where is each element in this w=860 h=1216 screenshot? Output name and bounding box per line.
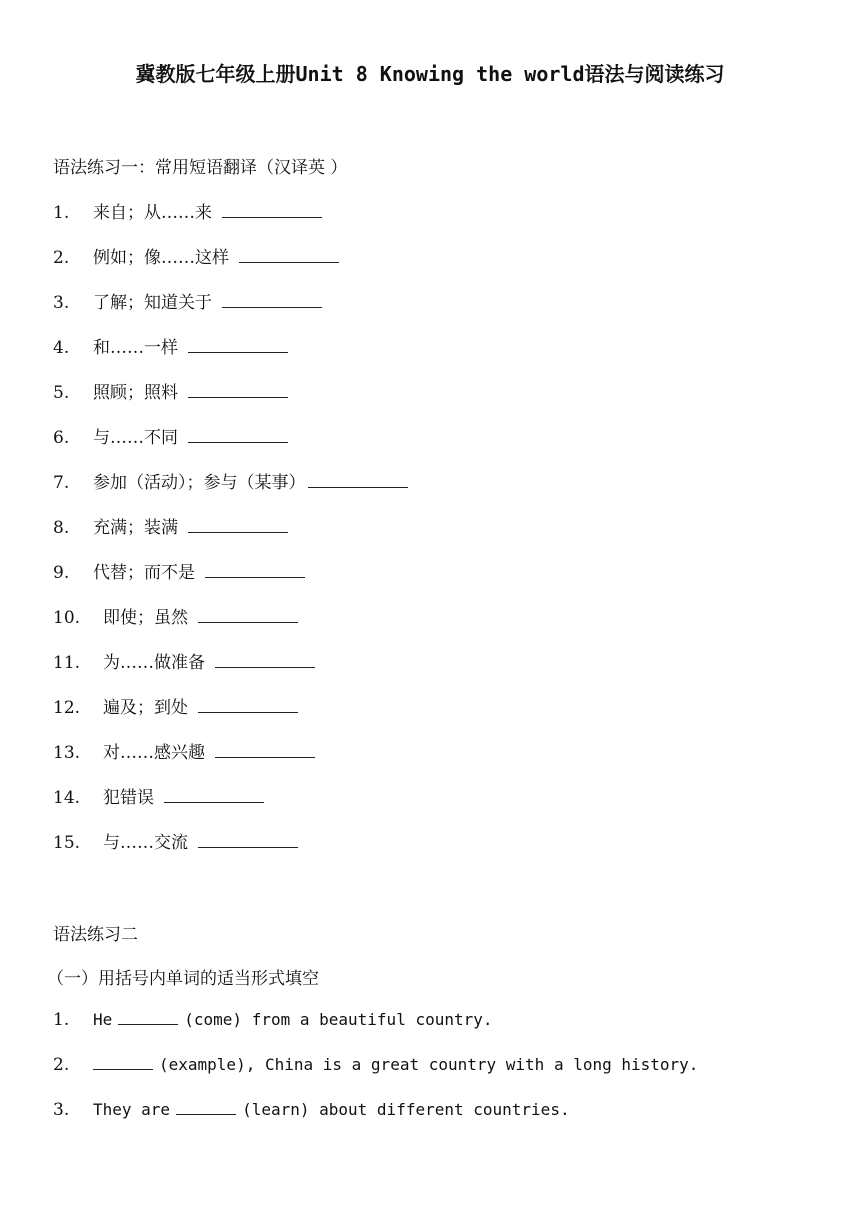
answer-blank[interactable] [215, 741, 315, 758]
item-number: 3. [53, 293, 70, 313]
answer-blank[interactable] [222, 201, 322, 218]
item-text: 与……交流 [103, 833, 188, 853]
answer-blank[interactable] [205, 561, 305, 578]
item-number: 7. [53, 473, 70, 493]
list-item [53, 378, 288, 406]
item-number: 1. [53, 1010, 70, 1030]
item-text: 代替；而不是 [93, 563, 195, 583]
list-item [53, 1100, 570, 1120]
item-number: 9. [53, 563, 70, 583]
list-item [53, 603, 298, 631]
answer-blank[interactable] [93, 1055, 153, 1070]
answer-blank[interactable] [198, 831, 298, 848]
list-item [53, 648, 315, 676]
list-item [53, 828, 298, 856]
list-item [53, 423, 288, 451]
list-item [53, 288, 322, 316]
item-text: 遍及；到处 [103, 698, 188, 718]
answer-blank[interactable] [198, 696, 298, 713]
list-item [53, 198, 322, 226]
item-text: 对……感兴趣 [103, 743, 205, 763]
section2-heading: 语法练习二 [53, 925, 138, 945]
sentence-after: (come) from a beautiful country. [184, 1010, 493, 1029]
list-item [53, 1055, 698, 1075]
list-item [53, 468, 408, 496]
list-item [53, 243, 339, 271]
answer-blank[interactable] [308, 471, 408, 488]
item-number: 13. [53, 743, 81, 763]
item-number: 14. [53, 788, 81, 808]
page-title: 冀教版七年级上册Unit 8 Knowing the world语法与阅读练习 [135, 62, 725, 86]
list-item [53, 1010, 493, 1030]
item-text: 和……一样 [93, 338, 178, 358]
item-text: 充满；装满 [93, 518, 178, 538]
item-number: 5. [53, 383, 70, 403]
item-text: 为……做准备 [103, 653, 205, 673]
item-text: 来自；从……来 [93, 203, 212, 223]
answer-blank[interactable] [239, 246, 339, 263]
list-item [53, 693, 298, 721]
list-item [53, 783, 264, 811]
item-number: 10. [53, 608, 81, 628]
sentence-before: They are [93, 1100, 171, 1119]
answer-blank[interactable] [164, 786, 264, 803]
item-text: 了解；知道关于 [93, 293, 212, 313]
item-number: 6. [53, 428, 70, 448]
item-text: 例如；像……这样 [93, 248, 229, 268]
item-text: 参加（活动）；参与（某事） [93, 473, 306, 493]
item-number: 2. [53, 248, 70, 268]
item-number: 2. [53, 1055, 70, 1075]
list-item [53, 513, 288, 541]
answer-blank[interactable] [188, 516, 288, 533]
answer-blank[interactable] [176, 1100, 236, 1115]
item-number: 11. [53, 653, 81, 673]
answer-blank[interactable] [222, 291, 322, 308]
item-text: 犯错误 [103, 788, 154, 808]
sentence-after: (example), China is a great country with a long history. [159, 1055, 699, 1074]
answer-blank[interactable] [188, 381, 288, 398]
item-number: 1. [53, 203, 70, 223]
answer-blank[interactable] [118, 1010, 178, 1025]
sentence-before: He [93, 1010, 113, 1029]
section1-heading: 语法练习一：常用短语翻译（汉译英 ） [53, 158, 348, 178]
item-number: 8. [53, 518, 70, 538]
answer-blank[interactable] [215, 651, 315, 668]
item-text: 即使；虽然 [103, 608, 188, 628]
item-number: 4. [53, 338, 70, 358]
sentence-after: (learn) about different countries. [242, 1100, 570, 1119]
item-number: 15. [53, 833, 81, 853]
list-item [53, 738, 315, 766]
list-item [53, 333, 288, 361]
item-number: 3. [53, 1100, 70, 1120]
item-text: 照顾；照料 [93, 383, 178, 403]
answer-blank[interactable] [198, 606, 298, 623]
list-item [53, 558, 305, 586]
answer-blank[interactable] [188, 336, 288, 353]
item-number: 12. [53, 698, 81, 718]
item-text: 与……不同 [93, 428, 178, 448]
section2-subheading: （一）用括号内单词的适当形式填空 [47, 969, 319, 989]
answer-blank[interactable] [188, 426, 288, 443]
